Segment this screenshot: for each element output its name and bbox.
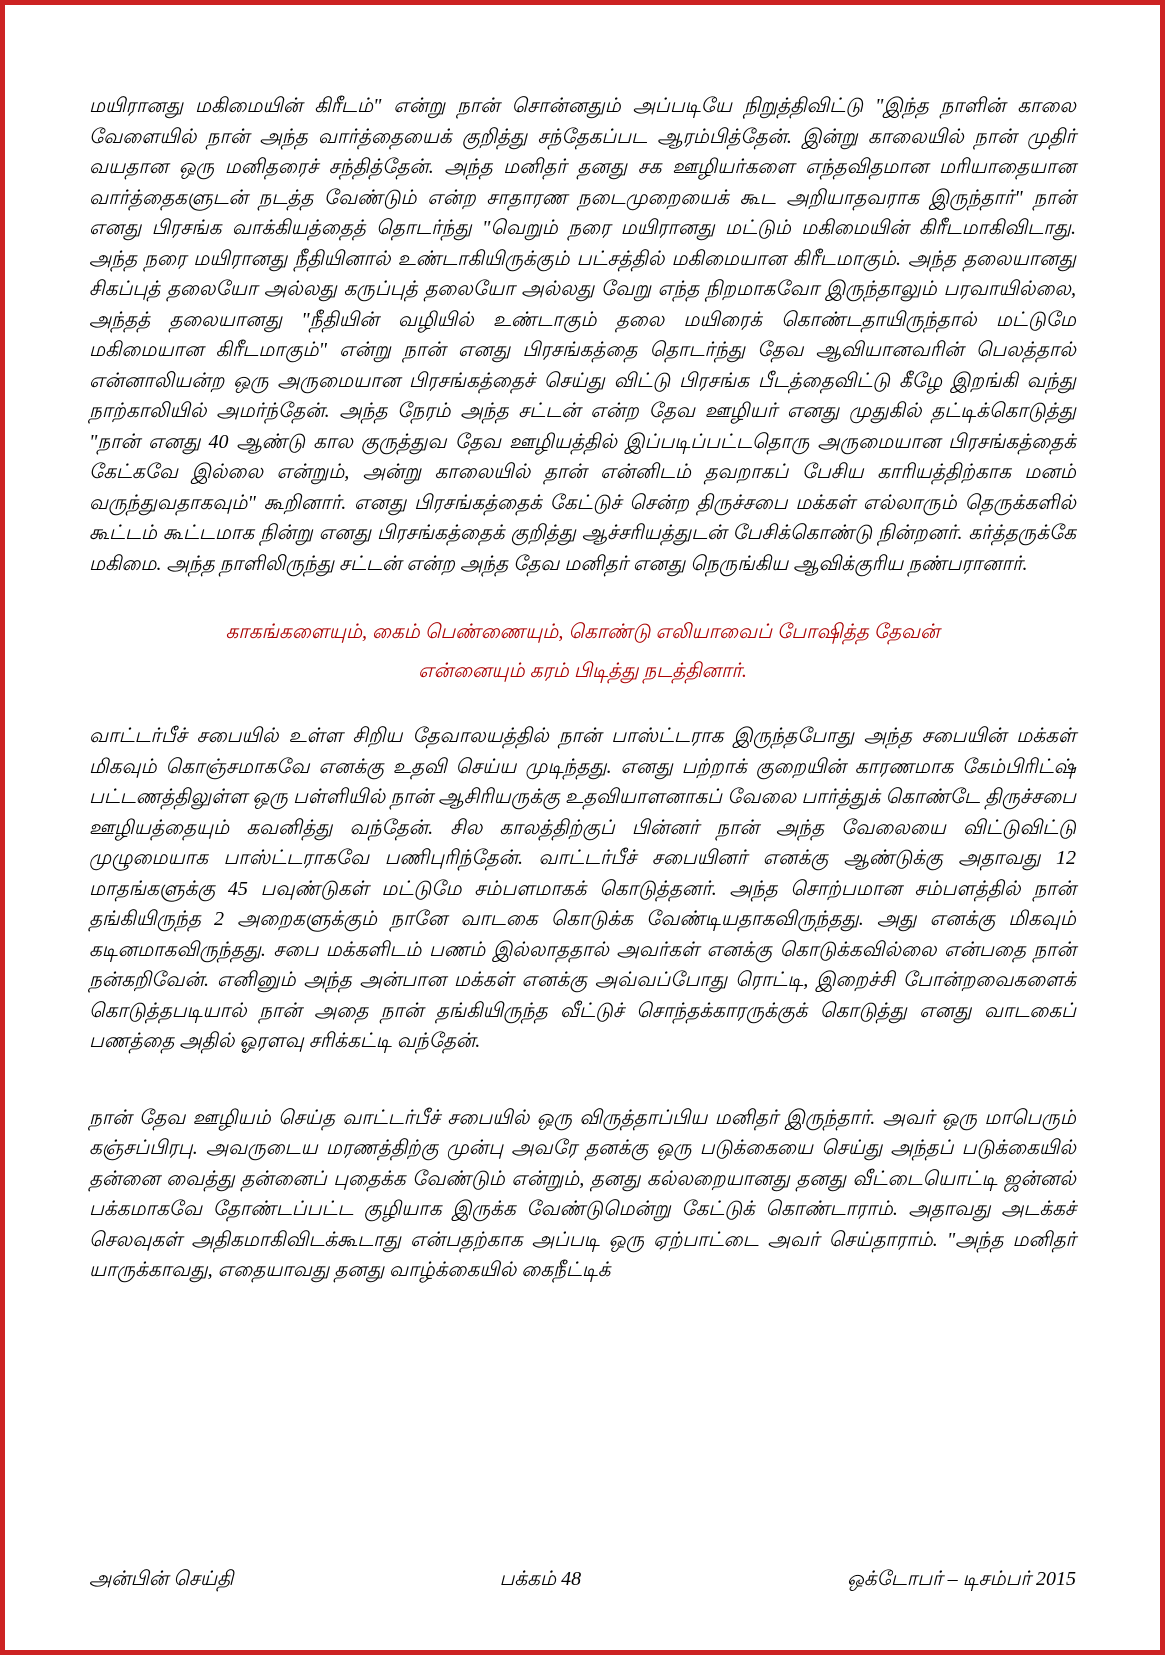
page-footer [89,1564,1076,1595]
section-heading-line-1: காகங்களையும், கைம் பெண்ணையும், கொண்டு எலியாவைப் போஷித்த தேவன் [225,621,940,643]
section-heading-line-2: என்னையும் கரம் பிடித்து நடத்தினார். [418,660,747,682]
footer-issue-date: ஒக்டோபர் – டிசம்பர் 2015 [847,1567,1076,1590]
body-paragraph-1: மயிரானது மகிமையின் கிரீடம்" என்று நான் சொன்னதும் அப்படியே நிறுத்திவிட்டு "இந்த நாளின் காலை வேளையில் நான் அந்த வார்த்தையைக் குறித்து சந்தேகப்பட ஆரம்பித்தேன். இன்று காலையில் நான் முதிர் வயதான ஒரு மனிதரைச் சந்தித்தேன். அந்த மனிதர் தனது சக ஊழியர்களை எந்தவிதமான மரியாதையான வார்த்தைகளுடன் நடத்த வேண்டும் என்ற சாதாரண நடைமுறையைக் கூட அறியாதவராக இருந்தார்" நான் எனது பிரசங்க வாக்கியத்தைத் தொடர்ந்து "வெறும் நரை மயிரானது மட்டும் மகிமையின் கிரீடமாகிவிடாது. அந்த நரை மயிரானது நீதியினால் உண்டாகியிருக்கும் பட்சத்தில் மகிமையான கிரீடமாகும். அந்த தலையானது சிகப்புத் தலையோ அல்லது கருப்புத் தலையோ அல்லது வேறு எந்த நிறமாகவோ இருந்தாலும் பரவாயில்லை, அந்தத் தலையானது "நீதியின் வழியில் உண்டாகும் தலை மயிரைக் கொண்டதாயிருந்தால் மட்டுமே மகிமையான கிரீடமாகும்" என்று நான் எனது பிரசங்கத்தை தொடர்ந்து தேவ ஆவியானவரின் பெலத்தால் என்னாலியன்ற ஒரு அருமையான பிரசங்கத்தைச் செய்து விட்டு பிரசங்க பீடத்தைவிட்டு கீழே இறங்கி வந்து நாற்காலியில் அமர்ந்தேன். அந்த நேரம் அந்த சட்டன் என்ற தேவ ஊழியர் எனது முதுகில் தட்டிக்கொடுத்து "நான் எனது 40 ஆண்டு கால குருத்துவ தேவ ஊழியத்தில் இப்படிப்பட்டதொரு அருமையான பிரசங்கத்தைக் கேட்கவே இல்லை என்றும், அன்று காலையில் தான் என்னிடம் தவறாகப் பேசிய காரியத்திற்காக மனம் வருந்துவதாகவும்" கூறினார். எனது பிரசங்கத்தைக் கேட்டுச் சென்ற திருச்சபை மக்கள் எல்லாரும் தெருக்களில் கூட்டம் கூட்டமாக நின்று எனது பிரசங்கத்தைக் குறித்து ஆச்சரியத்துடன் பேசிக்கொண்டு நின்றனர். கர்த்தருக்கே மகிமை. அந்த நாளிலிருந்து சட்டன் என்ற அந்த தேவ மனிதர் எனது நெருங்கிய ஆவிக்குரிய நண்பரானார். [89,95,1077,575]
body-paragraph-2: வாட்டர்பீச் சபையில் உள்ள சிறிய தேவாலயத்தில் நான் பாஸ்ட்டராக இருந்தபோது அந்த சபையின் மக்கள் மிகவும் கொஞ்சமாகவே எனக்கு உதவி செய்ய முடிந்தது. எனது பற்றாக் குறையின் காரணமாக கேம்பிரிட்ஷ் பட்டணத்திலுள்ள ஒரு பள்ளியில் நான் ஆசிரியருக்கு உதவியாளனாகப் வேலை பார்த்துக் கொண்டே திருச்சபை ஊழியத்தையும் கவனித்து வந்தேன். சில காலத்திற்குப் பின்னர் நான் அந்த வேலையை விட்டுவிட்டு முழுமையாக பாஸ்ட்டராகவே பணிபுரிந்தேன். வாட்டர்பீச் சபையினர் எனக்கு ஆண்டுக்கு அதாவது 12 மாதங்களுக்கு 45 பவுண்டுகள் மட்டுமே சம்பளமாகக் கொடுத்தனர். அந்த சொற்பமான சம்பளத்தில் நான் தங்கியிருந்த 2 அறைகளுக்கும் நானே வாடகை கொடுக்க வேண்டியதாகவிருந்தது. அது எனக்கு மிகவும் கடினமாகவிருந்தது. சபை மக்களிடம் பணம் இல்லாததால் அவர்கள் எனக்கு கொடுக்கவில்லை என்பதை நான் நன்கறிவேன். எனினும் அந்த அன்பான மக்கள் எனக்கு அவ்வப்போது ரொட்டி, இறைச்சி போன்றவைகளைக் கொடுத்தபடியால் நான் அதை நான் தங்கியிருந்த வீட்டுச் சொந்தக்காரருக்குக் கொடுத்து எனது வாடகைப் பணத்தை அதில் ஓரளவு சரிக்கட்டி வந்தேன். [89,725,1077,1052]
footer-page-number: பக்கம் 48 [499,1567,582,1590]
footer-magazine-title: அன்பின் செய்தி [89,1567,234,1590]
body-paragraph-3: நான் தேவ ஊழியம் செய்த வாட்டர்பீச் சபையில் ஒரு விருத்தாப்பிய மனிதர் இருந்தார். அவர் ஒரு மாபெரும் கஞ்சப்பிரபு. அவருடைய மரணத்திற்கு முன்பு அவரே தனக்கு ஒரு படுக்கையை செய்து அந்தப் படுக்கையில் தன்னை வைத்து தன்னைப் புதைக்க வேண்டும் என்றும், தனது கல்லறையானது தனது வீட்டையொட்டி ஜன்னல் பக்கமாகவே தோண்டப்பட்ட குழியாக இருக்க வேண்டுமென்று கேட்டுக் கொண்டாராம். அதாவது அடக்கச் செலவுகள் அதிகமாகிவிடக்கூடாது என்பதற்காக அப்படி ஒரு ஏற்பாட்டை அவர் செய்தாராம். "அந்த மனிதர் யாருக்காவது, எதையாவது தனது வாழ்க்கையில் கைநீட்டிக் [89,1106,1076,1281]
section-heading [89,613,1076,691]
